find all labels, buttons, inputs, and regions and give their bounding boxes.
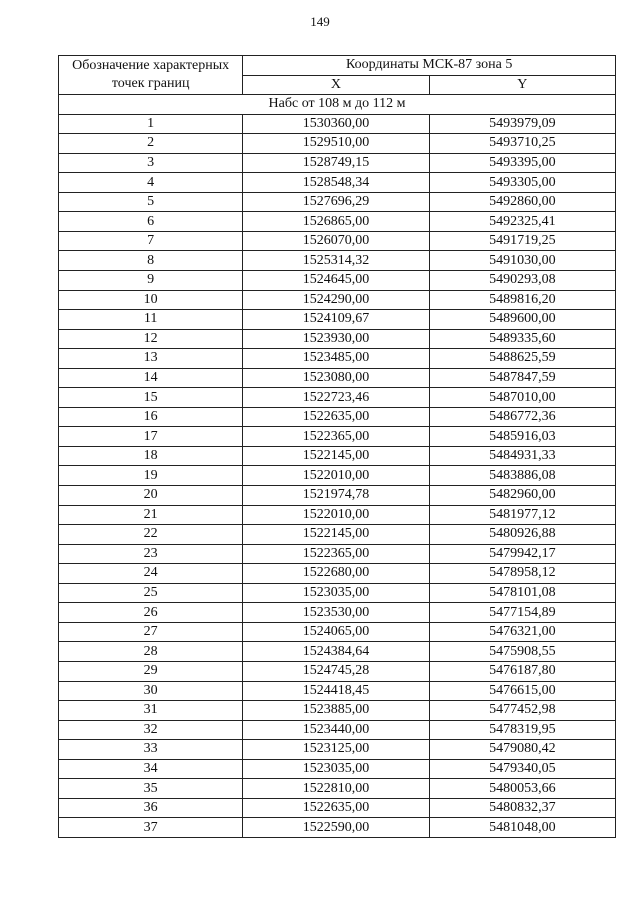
table-row (59, 114, 616, 134)
table-row (59, 466, 616, 486)
y-coordinate-cell: 5479942,17 (429, 544, 615, 564)
y-coordinate-cell: 5493710,25 (429, 134, 615, 154)
point-number-cell: 37 (59, 818, 243, 838)
point-number-cell: 12 (59, 329, 243, 349)
y-coordinate-cell: 5481048,00 (429, 818, 615, 838)
x-coordinate-cell: 1528749,15 (243, 153, 429, 173)
x-coordinate-cell: 1524745,28 (243, 661, 429, 681)
point-column-header-line1: Обозначение характерных (72, 58, 230, 74)
point-number-cell: 8 (59, 251, 243, 271)
table-row (59, 544, 616, 564)
x-coordinate-cell: 1524290,00 (243, 290, 429, 310)
point-number-cell: 31 (59, 701, 243, 721)
table-row (59, 681, 616, 701)
x-coordinate-cell: 1523125,00 (243, 740, 429, 760)
point-number-cell: 23 (59, 544, 243, 564)
y-coordinate-cell: 5475908,55 (429, 642, 615, 662)
x-coordinate-cell: 1530360,00 (243, 114, 429, 134)
x-coordinate-cell: 1523080,00 (243, 368, 429, 388)
y-coordinate-cell: 5478319,95 (429, 720, 615, 740)
point-number-cell: 36 (59, 798, 243, 818)
y-coordinate-cell: 5493979,09 (429, 114, 615, 134)
point-number-cell: 11 (59, 310, 243, 330)
table-row (59, 661, 616, 681)
point-number-cell: 22 (59, 525, 243, 545)
y-coordinate-cell: 5491719,25 (429, 231, 615, 251)
point-number-cell: 16 (59, 407, 243, 427)
y-coordinate-cell: 5476615,00 (429, 681, 615, 701)
y-coordinate-cell: 5477452,98 (429, 701, 615, 721)
x-coordinate-cell: 1523035,00 (243, 583, 429, 603)
table-row (59, 192, 616, 212)
table-row (59, 407, 616, 427)
point-number-cell: 29 (59, 661, 243, 681)
y-coordinate-cell: 5479340,05 (429, 759, 615, 779)
point-number-cell: 33 (59, 740, 243, 760)
y-coordinate-cell: 5476187,80 (429, 661, 615, 681)
point-number-cell: 24 (59, 564, 243, 584)
table-row (59, 251, 616, 271)
point-number-cell: 9 (59, 271, 243, 291)
table-row (59, 603, 616, 623)
table-row (59, 388, 616, 408)
x-coordinate-cell: 1522365,00 (243, 427, 429, 447)
y-coordinate-cell: 5480926,88 (429, 525, 615, 545)
table-row (59, 740, 616, 760)
point-number-cell: 1 (59, 114, 243, 134)
section-title: Набс от 108 м до 112 м (59, 95, 616, 115)
x-coordinate-cell: 1524384,64 (243, 642, 429, 662)
point-number-cell: 2 (59, 134, 243, 154)
point-number-cell: 20 (59, 486, 243, 506)
x-coordinate-cell: 1523035,00 (243, 759, 429, 779)
table-row (59, 759, 616, 779)
table-row (59, 231, 616, 251)
x-coordinate-cell: 1523885,00 (243, 701, 429, 721)
table-row (59, 134, 616, 154)
x-coordinate-cell: 1526070,00 (243, 231, 429, 251)
table-row (59, 427, 616, 447)
table-row (59, 525, 616, 545)
y-coordinate-cell: 5483886,08 (429, 466, 615, 486)
y-coordinate-cell: 5481977,12 (429, 505, 615, 525)
x-coordinate-cell: 1524065,00 (243, 622, 429, 642)
y-column-header: Y (429, 75, 615, 95)
x-coordinate-cell: 1522590,00 (243, 818, 429, 838)
point-number-cell: 14 (59, 368, 243, 388)
y-coordinate-cell: 5485916,03 (429, 427, 615, 447)
table-row (59, 173, 616, 193)
y-coordinate-cell: 5491030,00 (429, 251, 615, 271)
x-coordinate-cell: 1524109,67 (243, 310, 429, 330)
point-number-cell: 34 (59, 759, 243, 779)
y-coordinate-cell: 5476321,00 (429, 622, 615, 642)
point-number-cell: 17 (59, 427, 243, 447)
table-row (59, 622, 616, 642)
y-coordinate-cell: 5493305,00 (429, 173, 615, 193)
y-coordinate-cell: 5492325,41 (429, 212, 615, 232)
y-coordinate-cell: 5489335,60 (429, 329, 615, 349)
x-coordinate-cell: 1524418,45 (243, 681, 429, 701)
point-column-header (59, 56, 243, 95)
y-coordinate-cell: 5478101,08 (429, 583, 615, 603)
x-coordinate-cell: 1522723,46 (243, 388, 429, 408)
point-number-cell: 4 (59, 173, 243, 193)
y-coordinate-cell: 5492860,00 (429, 192, 615, 212)
point-column-header-line2: точек границ (111, 76, 190, 92)
x-coordinate-cell: 1522810,00 (243, 779, 429, 799)
x-coordinate-cell: 1522145,00 (243, 525, 429, 545)
point-number-cell: 7 (59, 231, 243, 251)
point-number-cell: 15 (59, 388, 243, 408)
x-coordinate-cell: 1524645,00 (243, 271, 429, 291)
point-number-cell: 30 (59, 681, 243, 701)
table-row (59, 446, 616, 466)
table-row (59, 564, 616, 584)
point-number-cell: 19 (59, 466, 243, 486)
x-coordinate-cell: 1521974,78 (243, 486, 429, 506)
x-coordinate-cell: 1522635,00 (243, 407, 429, 427)
y-coordinate-cell: 5478958,12 (429, 564, 615, 584)
point-number-cell: 10 (59, 290, 243, 310)
point-number-cell: 32 (59, 720, 243, 740)
x-coordinate-cell: 1523485,00 (243, 349, 429, 369)
y-coordinate-cell: 5487847,59 (429, 368, 615, 388)
y-coordinate-cell: 5479080,42 (429, 740, 615, 760)
x-coordinate-cell: 1529510,00 (243, 134, 429, 154)
point-number-cell: 18 (59, 446, 243, 466)
y-coordinate-cell: 5486772,36 (429, 407, 615, 427)
y-coordinate-cell: 5489816,20 (429, 290, 615, 310)
point-number-cell: 26 (59, 603, 243, 623)
y-coordinate-cell: 5480832,37 (429, 798, 615, 818)
point-number-cell: 21 (59, 505, 243, 525)
table-row (59, 701, 616, 721)
table-row (59, 583, 616, 603)
point-number-cell: 27 (59, 622, 243, 642)
table-row (59, 212, 616, 232)
x-column-header: X (243, 75, 429, 95)
point-number-cell: 25 (59, 583, 243, 603)
x-coordinate-cell: 1523530,00 (243, 603, 429, 623)
table-row (59, 779, 616, 799)
y-coordinate-cell: 5493395,00 (429, 153, 615, 173)
table-row (59, 505, 616, 525)
table-row (59, 329, 616, 349)
y-coordinate-cell: 5488625,59 (429, 349, 615, 369)
table-row (59, 368, 616, 388)
table-row (59, 349, 616, 369)
y-coordinate-cell: 5480053,66 (429, 779, 615, 799)
table-row (59, 486, 616, 506)
x-coordinate-cell: 1525314,32 (243, 251, 429, 271)
table-row (59, 642, 616, 662)
coordinates-header: Координаты МСК-87 зона 5 (243, 56, 616, 76)
x-coordinate-cell: 1522635,00 (243, 798, 429, 818)
point-number-cell: 6 (59, 212, 243, 232)
y-coordinate-cell: 5489600,00 (429, 310, 615, 330)
table-row (59, 310, 616, 330)
y-coordinate-cell: 5490293,08 (429, 271, 615, 291)
y-coordinate-cell: 5477154,89 (429, 603, 615, 623)
x-coordinate-cell: 1522365,00 (243, 544, 429, 564)
table-row (59, 720, 616, 740)
y-coordinate-cell: 5487010,00 (429, 388, 615, 408)
point-number-cell: 35 (59, 779, 243, 799)
table-row (59, 798, 616, 818)
x-coordinate-cell: 1522145,00 (243, 446, 429, 466)
point-number-cell: 13 (59, 349, 243, 369)
page-number: 149 (310, 14, 330, 29)
table-body (59, 114, 616, 837)
x-coordinate-cell: 1523440,00 (243, 720, 429, 740)
x-coordinate-cell: 1522010,00 (243, 505, 429, 525)
point-number-cell: 5 (59, 192, 243, 212)
x-coordinate-cell: 1523930,00 (243, 329, 429, 349)
y-coordinate-cell: 5484931,33 (429, 446, 615, 466)
x-coordinate-cell: 1522680,00 (243, 564, 429, 584)
point-number-cell: 3 (59, 153, 243, 173)
y-coordinate-cell: 5482960,00 (429, 486, 615, 506)
table-row (59, 153, 616, 173)
point-number-cell: 28 (59, 642, 243, 662)
coordinates-table (58, 55, 616, 838)
x-coordinate-cell: 1527696,29 (243, 192, 429, 212)
table-row (59, 271, 616, 291)
x-coordinate-cell: 1526865,00 (243, 212, 429, 232)
x-coordinate-cell: 1522010,00 (243, 466, 429, 486)
table-row (59, 818, 616, 838)
table-row (59, 290, 616, 310)
x-coordinate-cell: 1528548,34 (243, 173, 429, 193)
